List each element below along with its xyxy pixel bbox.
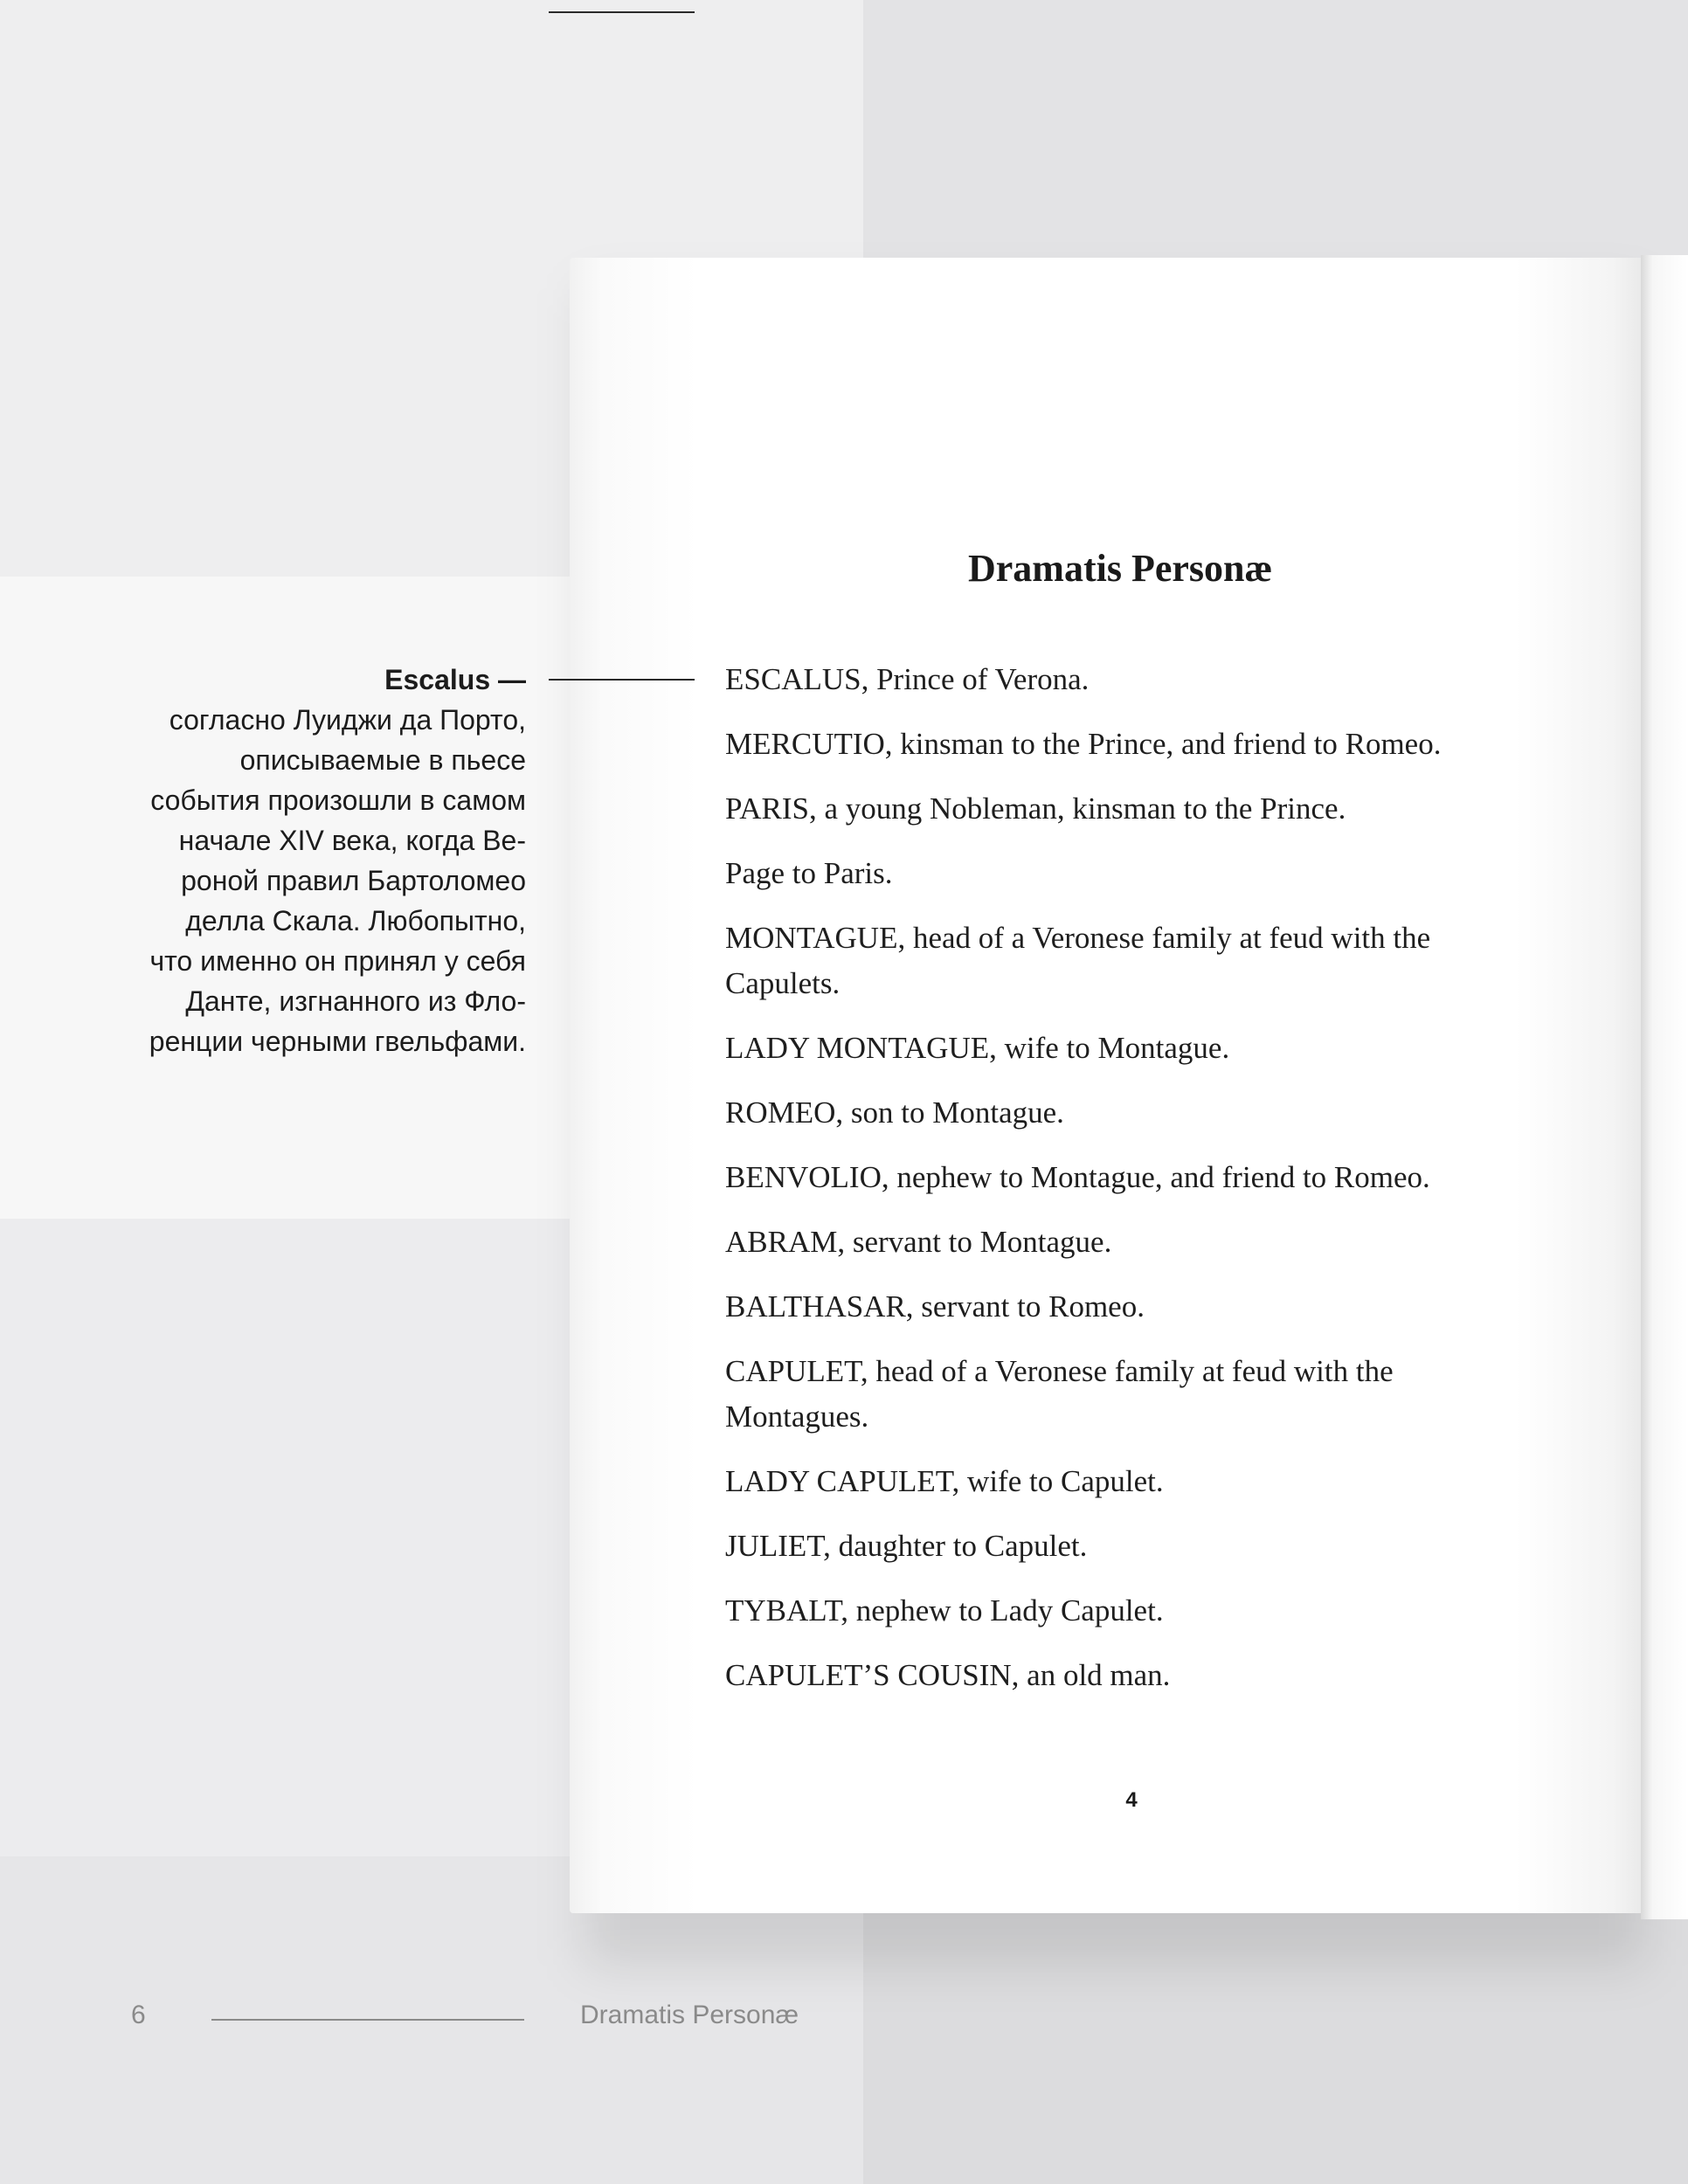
role-entry: ABRAM, servant to Montague. [725, 1225, 1112, 1259]
role-entry: BALTHASAR, servant to Romeo. [725, 1289, 1145, 1324]
note-title: Escalus — [384, 664, 526, 695]
note-line: Данте, изгнанного из Фло- [185, 985, 526, 1017]
role-entry: Page to Paris. [725, 856, 893, 890]
role-entry: ESCALUS, Prince of Verona. [725, 662, 1090, 696]
note-line: ренции черными гвельфами. [149, 1026, 526, 1057]
note-line: начале XIV века, когда Ве- [178, 825, 526, 856]
dramatis-personae-list [725, 657, 1512, 1717]
folio-rule [211, 2019, 524, 2021]
role-entry: PARIS, a young Nobleman, kinsman to the Prince. [725, 791, 1346, 826]
role-entry: MONTAGUE, head of a Veronese family at feud with the Capulets. [725, 921, 1431, 1000]
role-entry: LADY CAPULET, wife to Capulet. [725, 1464, 1164, 1498]
role-entry: LADY MONTAGUE, wife to Montague. [725, 1031, 1230, 1065]
note-line: описываемые в пьесе [239, 744, 526, 776]
top-rule [549, 11, 695, 13]
background-lower-panel [0, 1219, 612, 1856]
margin-note [122, 660, 526, 1061]
note-line: делла Скала. Любопытно, [185, 905, 526, 936]
folio-number: 6 [131, 2001, 146, 2029]
role-entry: CAPULET’S COUSIN, an old man. [725, 1658, 1171, 1692]
role-entry: ROMEO, son to Montague. [725, 1095, 1064, 1130]
note-line: события произошли в самом [150, 784, 526, 816]
note-line: роной правил Бартоломео [181, 865, 526, 896]
role-entry: BENVOLIO, nephew to Montague, and friend to Romeo. [725, 1160, 1430, 1194]
book-next-page-edge [1641, 255, 1688, 1919]
role-entry: JULIET, daughter to Capulet. [725, 1529, 1088, 1563]
role-entry: CAPULET, head of a Veronese family at feud with the Montagues. [725, 1354, 1394, 1434]
running-title: Dramatis Personæ [580, 2001, 799, 2029]
book-page-number: 4 [1125, 1788, 1138, 1812]
book-page-title: Dramatis Personæ [968, 547, 1273, 590]
role-entry: TYBALT, nephew to Lady Capulet. [725, 1593, 1164, 1628]
role-entry: MERCUTIO, kinsman to the Prince, and friend to Romeo. [725, 727, 1442, 761]
note-leader-line [549, 679, 695, 681]
note-line: что именно он принял у себя [149, 945, 526, 977]
note-line: согласно Луиджи да Порто, [169, 704, 526, 736]
